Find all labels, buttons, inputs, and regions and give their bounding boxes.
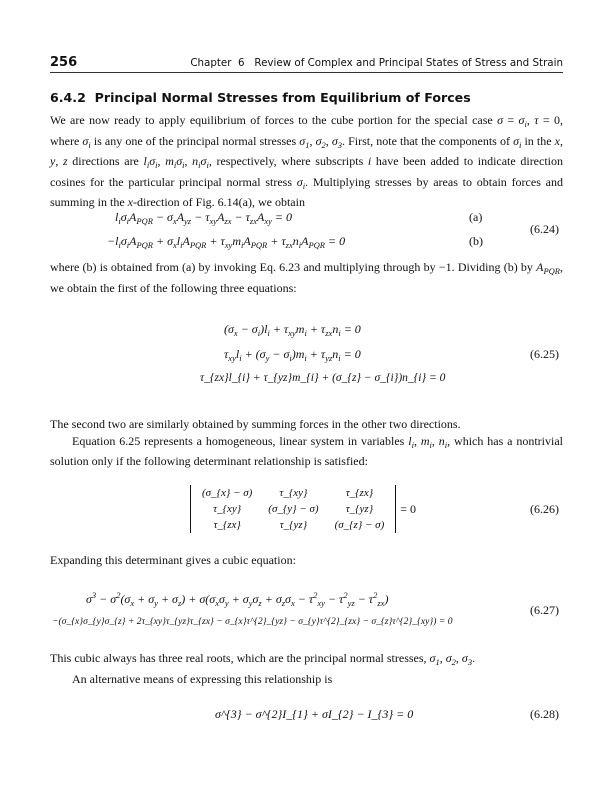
matrix-cell: (σ_{y} − σ) [268,503,319,515]
determinant-rhs: = 0 [400,501,417,516]
paragraph-intro [50,112,563,211]
equation-number-6-26: (6.26) [530,502,559,516]
paragraph-text: Expanding this determinant gives a cubic equation: [50,553,296,567]
matrix-cell: (σ_{z} − σ) [334,519,385,531]
paragraph-text: The second two are similarly obtained by summing forces in the other two directions. [50,417,461,431]
equation-6-26 [190,485,416,533]
equation-number-6-25: (6.25) [530,347,559,361]
page-number: 256 [50,55,78,70]
matrix-cell: τ_{zx} [213,519,241,531]
matrix-cell: τ_{xy} [213,503,242,515]
matrix-cell: τ_{yz} [279,519,308,531]
equation-label-a: (a) [469,210,483,224]
matrix-cell: τ_{yz} [345,503,374,515]
equation-6-25-line3: τ_{zx}l_{i} + τ_{yz}m_{i} + (σ_{z} − σ_{i})n_{i} = 0 [200,372,446,384]
paragraph-expanding [50,552,563,569]
equation-6-25-line2: $\tau_{xy}l_i + (\sigma_y - \sigma_i)m_i + \tau_{yz}n_i = 0$ [224,347,361,363]
equation-6-25-line1: $(\sigma_x - \sigma_i)l_i + \tau_{xy}m_i + \tau_{zx}n_i = 0$ [224,322,361,338]
equation-6-28: σ^{3} − σ^{2}I_{1} + σI_{2} − I_{3} = 0 [215,707,414,721]
equation-number-6-27: (6.27) [530,603,559,617]
paragraph-dividing [50,259,563,296]
section-heading: 6.4.2 Principal Normal Stresses from Equilibrium of Forces [50,90,471,105]
equation-6-24a: $l_i\sigma_iA_{PQR} - \sigma_xA_{yz} - \tau_{xy}A_{zx} - \tau_{zx}A_{xy} = 0$ [115,210,293,226]
equation-6-27a: $\sigma^3 - \sigma^2(\sigma_x + \sigma_y + \sigma_z) + \sigma(\sigma_x\sigma_y + \sigma_y\sigma_z + \sigma_z\sigma_x - \tau^2_{xy} - \tau^2_{yz} - \tau^2_{zx})$ [86,590,389,608]
matrix-cell: (σ_{x} − σ) [202,487,253,499]
running-title: Chapter 6 Review of Complex and Principal States of Stress and Strain [190,57,563,69]
equation-6-27b: −(σ_{x}σ_{y}σ_{z} + 2τ_{xy}τ_{yz}τ_{zx} − σ_{x}τ^{2}_{yz} − σ_{y}τ^{2}_{zx} − σ_{z}τ^{2}_{xy}) = 0 [52,616,453,627]
matrix-cell: τ_{xy} [279,487,308,499]
matrix-cell: τ_{zx} [345,487,374,499]
paragraph-cubic [50,650,563,687]
equation-label-b: (b) [469,234,483,248]
running-header [50,52,563,73]
equation-6-24b: $-l_i\sigma_iA_{PQR} + \sigma_xl_iA_{PQR} + \tau_{xy}m_iA_{PQR} + \tau_{zx}n_iA_{PQR} = 0$ [107,234,346,250]
paragraph-text: Equation 6.25 represents a homogeneous, linear system in variables $l_i$, $m_i$, $n_i$, which has a nontrivial solution only if the following determinant relationship is satisfied: [50,433,564,469]
determinant-matrix [190,485,396,533]
equation-number-6-24: (6.24) [530,222,559,236]
equation-number-6-28: (6.28) [530,707,559,721]
paragraph-text: where (b) is obtained from (a) by invoking Eq. 6.23 and multiplying through by −1. Dividing (b) by $A_{PQR}$, we obtain the first of the following three equations: [50,260,563,295]
paragraph-determinant [50,416,563,470]
paragraph-text: We are now ready to apply equilibrium of forces to the cube portion for the special case $\sigma = \sigma_i$, τ = 0, where $\sigma_i$ is any one of the principal normal stresses $\sigma_1$, $\sigma_2$, $\sigma_3$. First, note that the components of $\sigma_i$ in the x, y, z directions are $l_i\sigma_i$, $m_i\sigma_i$, $n_i\sigma_i$, respectively, where subscripts i have been added to indicate direction cosines for the particular principal normal stress $\sigma_i$. Multiplying stresses by areas to obtain forces and summing in the x-direction of Fig. 6.14(a), we obtain [50,113,564,210]
paragraph-text: This cubic always has three real roots, which are the principal normal stresses, $\sigma_1$, $\sigma_2$, $\sigma_3$. [50,651,476,667]
paragraph-text: An alternative means of expressing this relationship is [72,671,333,686]
